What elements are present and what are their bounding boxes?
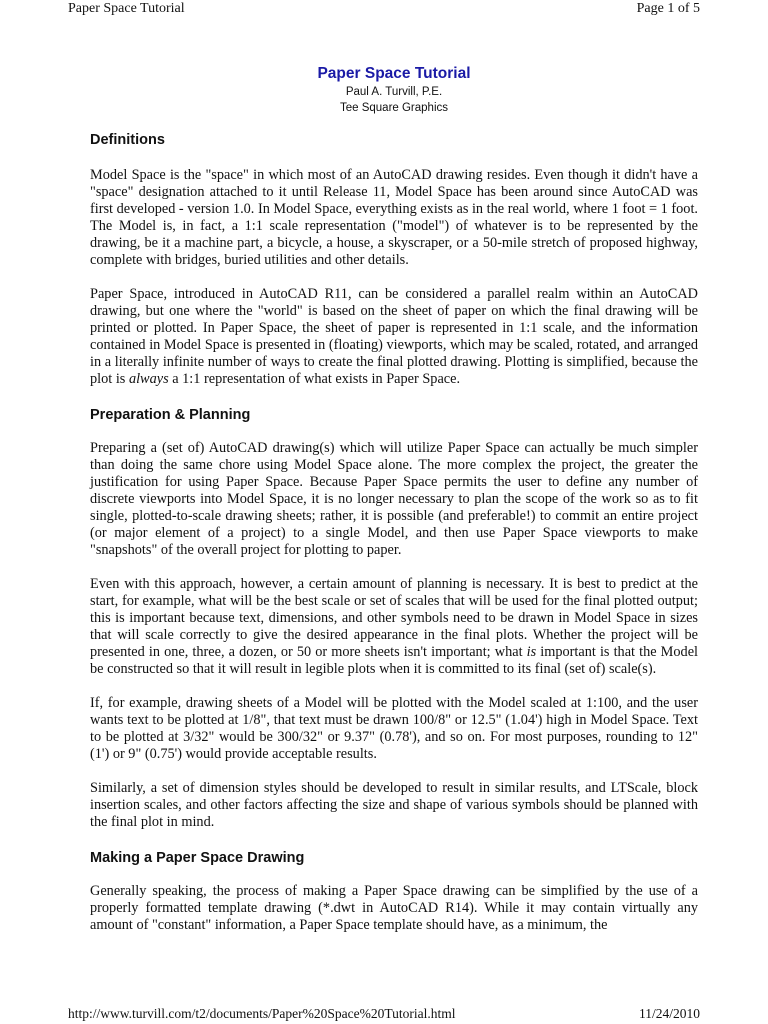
paragraph: Preparing a (set of) AutoCAD drawing(s) which will utilize Paper Space can actually be much simpler than doing the same chore using Model Space alone. The more complex the project, the greater the justification for using Paper Space. Because Paper Space permits the user to define any number of discrete viewports into Model Space, it is no longer necessary to plan the scope of the work so as to fit single, plotted-to-scale drawing sheets; rather, it is possible (and preferable!) to commit an entire project (or major element of a project) to a single Model, and then use Paper Space viewports to make "snapshots" of the overall project for plotting to paper. [90, 440, 698, 558]
page-title: Paper Space Tutorial [317, 65, 471, 82]
text-run: a 1:1 representation of what exists in Paper Space. [168, 371, 461, 387]
header-page-number: Page 1 of 5 [636, 1, 700, 16]
emphasis-text: always [128, 371, 169, 387]
document-body [90, 64, 698, 934]
paragraph: Similarly, a set of dimension styles should be developed to result in similar results, and LTScale, block insertion scales, and other factors affecting the size and shape of various symbols should be planned with the final plot in mind. [90, 780, 698, 830]
footer-url: http://www.turvill.com/t2/documents/Paper%20Space%20Tutorial.html [68, 1006, 456, 1021]
paragraph [90, 286, 698, 388]
section-heading-preparation-planning: Preparation & Planning [90, 407, 251, 423]
text-run: Even with this approach, however, a certain amount of planning is necessary. It is best to predict at the start, for example, what will be the best scale or set of scales that will be used for the final plotted output; this is important because text, dimensions, and other symbols need to be drawn in Model Space in sizes that will scale correctly to give the desired appearance in the final plots. Whether the project will be presented in one, three, a dozen, or 50 or more sheets isn't important; what [90, 576, 698, 660]
company-name: Tee Square Graphics [339, 102, 449, 114]
emphasis-text: is [526, 644, 537, 660]
page-footer [68, 1005, 700, 1023]
text-run: important is that the Model be constructed so that it will result in legible plots when it is committed to its final (set of) scale(s). [90, 644, 699, 677]
footer-date: 11/24/2010 [638, 1006, 700, 1021]
paragraph: Model Space is the "space" in which most of an AutoCAD drawing resides. Even though it didn't have a "space" designation attached to it until Release 11, Model Space has been around since AutoCAD was first developed - version 1.0. In Model Space, everything exists as in the real world, where 1 foot = 1 foot. The Model is, in fact, a 1:1 scale representation ("model") of whatever is to be represented by the drawing, be it a machine part, a bicycle, a house, a skyscraper, or a 50-mile stretch of proposed highway, complete with bridges, buried utilities and other details. [90, 167, 698, 268]
paragraph [90, 576, 698, 678]
text-run: Paper Space, introduced in AutoCAD R11, can be considered a parallel realm within an AutoCAD drawing, but one where the "world" is based on the sheet of paper on which the final drawing will be printed or plotted. In Paper Space, the sheet of paper is represented in 1:1 scale, and the information contained in Model Space is presented in (floating) viewports, which may be scaled, rotated, and arranged in a literally infinite number of ways to create the final plotted drawing. Plotting is simplified, because the plot is [90, 286, 698, 387]
paragraph: Generally speaking, the process of making a Paper Space drawing can be simplified by the use of a properly formatted template drawing (*.dwt in AutoCAD R14). While it may contain virtually any amount of "constant" information, a Paper Space template should have, as a minimum, the [90, 883, 698, 933]
author-name: Paul A. Turvill, P.E. [345, 86, 443, 98]
section-heading-making-paper-space-drawing: Making a Paper Space Drawing [90, 850, 305, 866]
paragraph: If, for example, drawing sheets of a Model will be plotted with the Model scaled at 1:100, and the user wants text to be plotted at 1/8", that text must be drawn 100/8" or 12.5" (1.04') high in Model Space. Text to be plotted at 3/32" would be 300/32" or 9.37" (0.78'), and so on. For most purposes, rounding to 12" (1') or 9" (0.75') would provide acceptable results. [90, 695, 698, 762]
title-block [90, 64, 698, 116]
section-heading-definitions: Definitions [90, 132, 165, 148]
header-document-title: Paper Space Tutorial [68, 1, 185, 16]
running-header [68, 0, 700, 18]
